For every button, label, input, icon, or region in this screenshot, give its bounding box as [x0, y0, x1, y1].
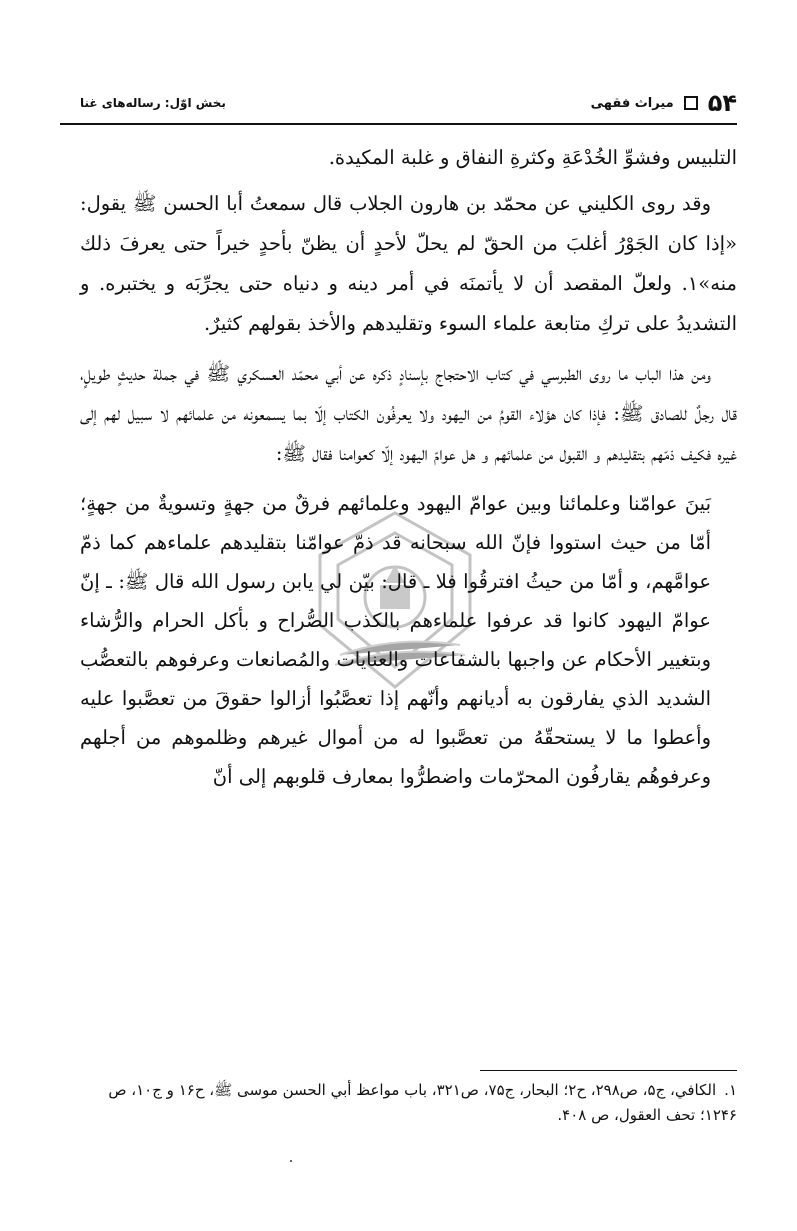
main-text	[80, 138, 737, 796]
footnote	[70, 1078, 737, 1128]
page-number: ۵۴	[707, 89, 737, 117]
paragraph-1: التلبيس وفشوِّ الخُدْعَةِ وكثرةِ النفاق و غلبة المكيدة.	[328, 146, 737, 169]
running-header	[80, 88, 737, 118]
header-rule	[60, 123, 737, 125]
paragraph-2: وقد روى الكليني عن محمّد بن هارون الجلاب قال سمعتُ أبا الحسن ﷺ يقول: «إذا كان الجَوْرُ أغلبَ من الحقّ لم يحلّ لأحدٍ أن يظنّ بأحدٍ خيراً حتى يعرفَ ذلك منه»١. ولعلّ المقصد أن لا يأتمنَه في أمر دينه و دنياه حتى يجرِّبَه و يختبره. و التشديدُ على تركِ متابعة علماء السوء وتقليدهم والأخذ بقولهم كثيرٌ.	[80, 192, 737, 335]
footnote-number: ١.	[724, 1081, 737, 1099]
header-book-info	[591, 89, 737, 117]
square-separator-icon	[684, 96, 698, 110]
footnote-text: الكافي، ج۵، ص۲۹۸، ح۲؛ البحار، ج۷۵، ص۳۲۱، باب مواعظ أبي الحسن موسى ﷺ، ح۱۶ و ج۱۰، ص ۱۲۴۶؛ تحف العقول، ص ۴۰۸.	[108, 1081, 737, 1124]
paragraph-3: ومن هذا الباب ما روى الطبرسي في كتاب الاحتجاج بإسنادٍ ذكره عن أبي محمّد العسكري ﷺ في جملة حديثٍ طويلٍ، قال رجلٌ للصادق ﷺ: فإذا كان هؤلاء القومُ من اليهود ولا يعرفُون الكتاب إلّا بما يسمعونه من علمائهم لا سبيل لهم إلى غيره فكيف ذمّهم بتقليدهم و القبول من علمائهم و هل عوامّ اليهود إلّا كعوامنا فقال ﷺ:	[80, 362, 737, 465]
page-speck	[290, 1160, 292, 1162]
section-title: بخش اوّل: رسالەهای غنا	[80, 96, 226, 110]
book-title: میراث فقهی	[590, 95, 674, 111]
footnote-rule	[480, 1070, 737, 1071]
hadith-quote: بَينَ عوامّنا وعلمائنا وبين عوامّ اليهود وعلمائهم فرقٌ من جهةٍ وتسويةٌ من جهةٍ؛ أمّا من حيث استووا فإنّ الله سبحانه قد ذمّ عوامّنا بتقليدهم علماءهم كما ذمّ عوامَّهم، و أمّا من حيثُ افترقُوا فلا ـ قال: بيّن لي يابن رسول الله قال ﷺ: ـ إنّ عوامّ اليهود كانوا قد عرفوا علماءهم بالكذب الصُّراح و بأكل الحرام والرُّشاء وبتغيير الأحكام عن واجبها بالشفاعات والعنايات والمُصانعات وعرفوهم بالتعصُّب الشديد الذي يفارقون به أديانهم وأنّهم إذا تعصَّبُوا أزالوا حقوقَ من تعصَّبوا عليه وأعطوا ما لا يستحقّهُ من تعصَّبوا له من أموال غيرهم وظلموهم من أجلهم وعرفوهُم يقارفُون المحرّمات واضطرُّوا بمعارف قلوبهم إلى أنّ	[80, 492, 711, 788]
